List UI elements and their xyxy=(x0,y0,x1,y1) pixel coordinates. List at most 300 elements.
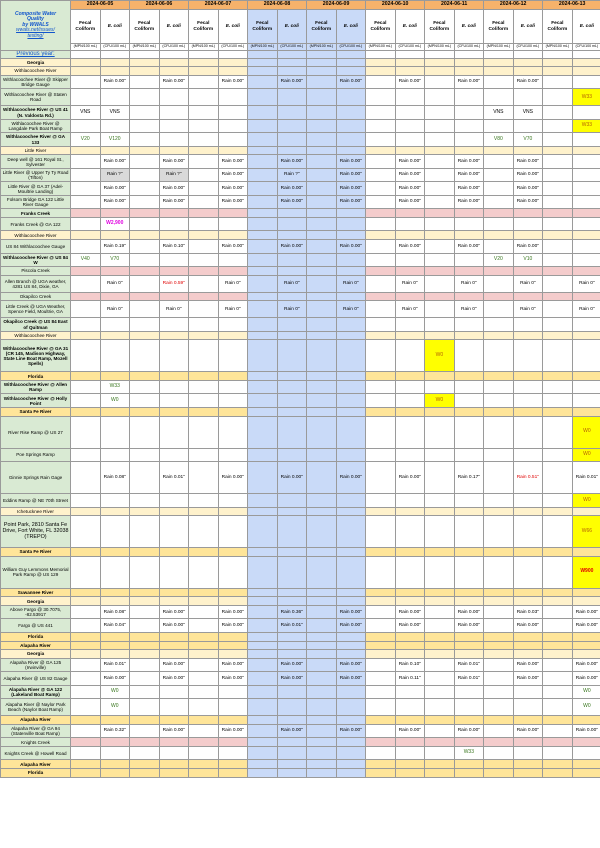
empty-cell xyxy=(71,331,101,340)
empty-cell xyxy=(277,632,307,641)
rainfall-value: Rain 0" xyxy=(277,301,307,318)
empty-cell xyxy=(543,507,573,516)
empty-cell xyxy=(395,340,425,372)
empty-cell xyxy=(307,685,337,699)
empty-cell xyxy=(513,746,543,760)
rainfall-value: Rain 0.00" xyxy=(336,240,366,254)
empty-cell xyxy=(543,619,573,633)
date-header-row xyxy=(1,1,600,10)
site-name: Alapaha River @ GA 125 (Irwinville) xyxy=(1,658,71,672)
rainfall-value: Rain 0.01" xyxy=(454,658,484,672)
empty-cell xyxy=(572,716,600,725)
empty-cell xyxy=(513,448,543,462)
coliform-label: Coliform xyxy=(311,26,332,32)
empty-cell xyxy=(218,746,248,760)
empty-cell xyxy=(543,58,573,67)
rainfall-value: Rain 0.01" xyxy=(454,672,484,686)
river-band-row xyxy=(1,67,600,76)
empty-cell xyxy=(572,632,600,641)
empty-cell xyxy=(71,658,101,672)
empty-cell xyxy=(336,597,366,606)
rainfall-value: Rain 0.00" xyxy=(336,168,366,182)
empty-cell xyxy=(425,462,455,494)
empty-cell xyxy=(543,516,573,548)
rainfall-value: Rain 0.00" xyxy=(218,672,248,686)
empty-cell xyxy=(425,217,455,231)
empty-cell xyxy=(248,89,278,106)
empty-cell xyxy=(572,548,600,557)
empty-cell xyxy=(454,380,484,394)
empty-cell xyxy=(307,738,337,747)
empty-cell xyxy=(454,516,484,548)
empty-cell xyxy=(189,133,219,147)
empty-cell xyxy=(454,292,484,301)
section-label: Santa Fe River xyxy=(1,407,71,416)
empty-cell xyxy=(454,231,484,240)
empty-cell xyxy=(218,738,248,747)
empty-cell xyxy=(484,231,514,240)
section-label: Alapaha River xyxy=(1,716,71,725)
empty-cell xyxy=(71,119,101,133)
empty-cell xyxy=(130,318,160,332)
empty-cell xyxy=(572,133,600,147)
empty-cell xyxy=(366,182,396,196)
fecal-coliform-header xyxy=(189,10,219,44)
empty-cell xyxy=(130,746,160,760)
empty-cell xyxy=(307,619,337,633)
empty-cell xyxy=(572,75,600,89)
empty-cell xyxy=(454,738,484,747)
site-row xyxy=(1,75,600,89)
e-coli-header: E. coli xyxy=(395,10,425,44)
rainfall-value: Rain 0.00" xyxy=(336,605,366,619)
sample-value: V120 xyxy=(100,133,130,147)
rainfall-value: Rain 0" xyxy=(395,301,425,318)
empty-cell xyxy=(307,462,337,494)
empty-cell xyxy=(484,240,514,254)
section-label: Florida xyxy=(1,632,71,641)
empty-cell xyxy=(484,119,514,133)
rainfall-value: Rain 0.00" xyxy=(395,168,425,182)
rainfall-value: Rain 0" xyxy=(513,275,543,292)
empty-cell xyxy=(572,650,600,659)
empty-cell xyxy=(100,372,130,381)
empty-cell xyxy=(248,217,278,231)
empty-cell xyxy=(307,380,337,394)
empty-cell xyxy=(277,209,307,218)
empty-cell xyxy=(248,301,278,318)
rainfall-value: Rain 0.00" xyxy=(572,605,600,619)
empty-cell xyxy=(484,724,514,738)
empty-cell xyxy=(159,380,189,394)
empty-cell xyxy=(336,146,366,155)
empty-cell xyxy=(130,516,160,548)
empty-cell xyxy=(572,51,600,59)
coliform-label: Coliform xyxy=(488,26,509,32)
rainfall-value: Rain 0.00" xyxy=(159,658,189,672)
empty-cell xyxy=(366,462,396,494)
empty-cell xyxy=(572,155,600,169)
empty-cell xyxy=(395,588,425,597)
empty-cell xyxy=(366,746,396,760)
empty-cell xyxy=(513,768,543,777)
fecal-label: Fecal xyxy=(551,21,564,27)
empty-cell xyxy=(159,548,189,557)
empty-cell xyxy=(484,209,514,218)
site-name: William Guy Lemmons Memorial Park Ramp @ US 129 xyxy=(1,556,71,588)
empty-cell xyxy=(484,267,514,276)
empty-cell xyxy=(425,267,455,276)
e-coli-header: E. coli xyxy=(100,10,130,44)
empty-cell xyxy=(218,318,248,332)
empty-cell xyxy=(454,588,484,597)
empty-cell xyxy=(130,75,160,89)
river-band-row xyxy=(1,231,600,240)
empty-cell xyxy=(484,182,514,196)
empty-cell xyxy=(71,619,101,633)
river-label: Withlacoochee River xyxy=(1,67,71,76)
section-row xyxy=(1,292,600,301)
empty-cell xyxy=(189,168,219,182)
empty-cell xyxy=(395,716,425,725)
empty-cell xyxy=(159,340,189,372)
empty-cell xyxy=(336,548,366,557)
empty-cell xyxy=(159,641,189,650)
site-name: Point Park, 2810 Santa Fe Drive, Fort White, FL 32038 (TREPO) xyxy=(1,516,71,548)
empty-cell xyxy=(395,416,425,448)
rainfall-value: Rain 0.00" xyxy=(159,619,189,633)
empty-cell xyxy=(100,632,130,641)
empty-cell xyxy=(395,209,425,218)
site-row xyxy=(1,168,600,182)
empty-cell xyxy=(572,380,600,394)
empty-cell xyxy=(248,394,278,408)
section-row xyxy=(1,267,600,276)
empty-cell xyxy=(130,619,160,633)
empty-cell xyxy=(484,195,514,209)
section-row xyxy=(1,372,600,381)
empty-cell xyxy=(366,58,396,67)
site-row xyxy=(1,619,600,633)
empty-cell xyxy=(189,67,219,76)
empty-cell xyxy=(366,619,396,633)
empty-cell xyxy=(543,462,573,494)
sample-value: VNS xyxy=(484,106,514,120)
empty-cell xyxy=(189,746,219,760)
empty-cell xyxy=(484,699,514,716)
empty-cell xyxy=(248,650,278,659)
empty-cell xyxy=(248,231,278,240)
empty-cell xyxy=(218,119,248,133)
rainfall-value: Rain 0.00" xyxy=(572,672,600,686)
empty-cell xyxy=(218,292,248,301)
empty-cell xyxy=(248,372,278,381)
empty-cell xyxy=(572,318,600,332)
empty-cell xyxy=(130,340,160,372)
empty-cell xyxy=(425,275,455,292)
empty-cell xyxy=(395,267,425,276)
rainfall-value: Rain 0.00" xyxy=(218,658,248,672)
empty-cell xyxy=(513,394,543,408)
empty-cell xyxy=(425,119,455,133)
empty-cell xyxy=(454,394,484,408)
empty-cell xyxy=(336,507,366,516)
empty-cell xyxy=(425,168,455,182)
rainfall-value: Rain 0.00" xyxy=(159,672,189,686)
empty-cell xyxy=(454,494,484,508)
empty-cell xyxy=(277,556,307,588)
empty-cell xyxy=(71,632,101,641)
testing-link[interactable]: wwals.net/issues/ testing/ xyxy=(16,27,55,39)
fecal-unit: (MPN/100 mL) xyxy=(71,44,101,51)
empty-cell xyxy=(543,301,573,318)
empty-cell xyxy=(100,494,130,508)
empty-cell xyxy=(159,394,189,408)
empty-cell xyxy=(543,716,573,725)
rainfall-value: Rain 0.00" xyxy=(159,155,189,169)
empty-cell xyxy=(366,89,396,106)
rainfall-value: Rain 0.11" xyxy=(395,672,425,686)
empty-cell xyxy=(513,372,543,381)
empty-cell xyxy=(100,597,130,606)
empty-cell xyxy=(218,448,248,462)
section-label: Florida xyxy=(1,768,71,777)
empty-cell xyxy=(248,658,278,672)
empty-cell xyxy=(277,548,307,557)
empty-cell xyxy=(543,685,573,699)
site-name: Withlacoochee River @ Holly Point xyxy=(1,394,71,408)
empty-cell xyxy=(71,75,101,89)
empty-cell xyxy=(277,650,307,659)
empty-cell xyxy=(189,494,219,508)
rainfall-value: Rain 0.00" xyxy=(395,462,425,494)
rainfall-value: Rain 0.00" xyxy=(513,182,543,196)
empty-cell xyxy=(307,746,337,760)
empty-cell xyxy=(425,605,455,619)
empty-cell xyxy=(130,650,160,659)
empty-cell xyxy=(130,380,160,394)
empty-cell xyxy=(513,380,543,394)
rainfall-value: Rain 0.04" xyxy=(100,619,130,633)
empty-cell xyxy=(159,89,189,106)
empty-cell xyxy=(307,760,337,769)
empty-cell xyxy=(366,597,396,606)
sample-value: W0 xyxy=(100,685,130,699)
rainfall-value: Rain 0.00" xyxy=(513,619,543,633)
site-name: Above Fargo @ 30.7075, -82.53917 xyxy=(1,605,71,619)
empty-cell xyxy=(395,380,425,394)
empty-cell xyxy=(454,685,484,699)
empty-cell xyxy=(425,58,455,67)
empty-cell xyxy=(572,267,600,276)
site-row xyxy=(1,155,600,169)
empty-cell xyxy=(100,448,130,462)
empty-cell xyxy=(71,67,101,76)
empty-cell xyxy=(484,318,514,332)
rainfall-value: Rain 0.00" xyxy=(395,182,425,196)
empty-cell xyxy=(71,672,101,686)
sample-value: W2,900 xyxy=(100,217,130,231)
empty-cell xyxy=(248,67,278,76)
empty-cell xyxy=(425,556,455,588)
empty-cell xyxy=(484,340,514,372)
empty-cell xyxy=(572,597,600,606)
rainfall-value: Rain 0.00" xyxy=(277,155,307,169)
empty-cell xyxy=(425,89,455,106)
rainfall-value: Rain 0.32" xyxy=(100,724,130,738)
previous-year-link[interactable]: Previous year: xyxy=(1,51,71,59)
empty-cell xyxy=(513,632,543,641)
empty-cell xyxy=(277,146,307,155)
empty-cell xyxy=(307,331,337,340)
sample-value: VNS xyxy=(71,106,101,120)
empty-cell xyxy=(100,318,130,332)
empty-cell xyxy=(366,318,396,332)
date-header: 2024-06-11 xyxy=(425,1,484,10)
empty-cell xyxy=(366,380,396,394)
empty-cell xyxy=(336,133,366,147)
empty-cell xyxy=(336,394,366,408)
section-label: Franks Creek xyxy=(1,209,71,218)
site-name: Little River @ Upper Ty Ty Road (Tifton) xyxy=(1,168,71,182)
empty-cell xyxy=(484,672,514,686)
empty-cell xyxy=(100,548,130,557)
empty-cell xyxy=(248,672,278,686)
section-row xyxy=(1,632,600,641)
coliform-label: Coliform xyxy=(134,26,155,32)
river-band-row xyxy=(1,331,600,340)
site-row xyxy=(1,605,600,619)
empty-cell xyxy=(395,597,425,606)
empty-cell xyxy=(425,51,455,59)
empty-cell xyxy=(425,195,455,209)
empty-cell xyxy=(395,146,425,155)
empty-cell xyxy=(513,507,543,516)
empty-cell xyxy=(159,760,189,769)
site-row xyxy=(1,195,600,209)
empty-cell xyxy=(513,760,543,769)
previous-year-row xyxy=(1,51,600,59)
empty-cell xyxy=(71,195,101,209)
empty-cell xyxy=(100,209,130,218)
empty-cell xyxy=(454,507,484,516)
empty-cell xyxy=(366,209,396,218)
empty-cell xyxy=(543,597,573,606)
empty-cell xyxy=(130,195,160,209)
empty-cell xyxy=(513,331,543,340)
empty-cell xyxy=(248,724,278,738)
empty-cell xyxy=(248,716,278,725)
site-row xyxy=(1,275,600,292)
empty-cell xyxy=(484,301,514,318)
empty-cell xyxy=(543,605,573,619)
empty-cell xyxy=(454,372,484,381)
empty-cell xyxy=(277,380,307,394)
empty-cell xyxy=(543,89,573,106)
empty-cell xyxy=(336,407,366,416)
empty-cell xyxy=(513,685,543,699)
empty-cell xyxy=(484,58,514,67)
empty-cell xyxy=(277,340,307,372)
empty-cell xyxy=(159,133,189,147)
section-label: Florida xyxy=(1,372,71,381)
empty-cell xyxy=(484,641,514,650)
empty-cell xyxy=(366,507,396,516)
sample-value: W33 xyxy=(572,89,600,106)
empty-cell xyxy=(336,253,366,267)
empty-cell xyxy=(513,58,543,67)
sample-value: V70 xyxy=(100,253,130,267)
empty-cell xyxy=(543,267,573,276)
empty-cell xyxy=(71,155,101,169)
rainfall-value: Rain 0.00" xyxy=(395,724,425,738)
empty-cell xyxy=(336,58,366,67)
site-name: Withlacoochee River @ Skipper Bridge Gauge xyxy=(1,75,71,89)
empty-cell xyxy=(336,89,366,106)
empty-cell xyxy=(71,267,101,276)
section-label: Alapaha River xyxy=(1,641,71,650)
section-row xyxy=(1,641,600,650)
rainfall-value: Rain 0.00" xyxy=(277,195,307,209)
empty-cell xyxy=(277,738,307,747)
rainfall-value: Rain 0.17" xyxy=(454,462,484,494)
empty-cell xyxy=(218,641,248,650)
rainfall-value: Rain 0.01" xyxy=(277,619,307,633)
empty-cell xyxy=(159,267,189,276)
empty-cell xyxy=(71,760,101,769)
empty-cell xyxy=(159,217,189,231)
empty-cell xyxy=(543,650,573,659)
rainfall-value: Rain 0.00" xyxy=(513,240,543,254)
empty-cell xyxy=(100,292,130,301)
empty-cell xyxy=(572,394,600,408)
e-coli-header: E. coli xyxy=(336,10,366,44)
empty-cell xyxy=(336,448,366,462)
empty-cell xyxy=(159,494,189,508)
empty-cell xyxy=(159,716,189,725)
rainfall-value: Rain 0.00" xyxy=(336,75,366,89)
empty-cell xyxy=(425,760,455,769)
empty-cell xyxy=(425,716,455,725)
empty-cell xyxy=(248,331,278,340)
empty-cell xyxy=(218,597,248,606)
empty-cell xyxy=(159,556,189,588)
empty-cell xyxy=(100,588,130,597)
empty-cell xyxy=(395,641,425,650)
empty-cell xyxy=(189,340,219,372)
empty-cell xyxy=(366,301,396,318)
empty-cell xyxy=(366,641,396,650)
empty-cell xyxy=(248,462,278,494)
empty-cell xyxy=(307,597,337,606)
empty-cell xyxy=(71,301,101,318)
empty-cell xyxy=(277,267,307,276)
rainfall-value: Rain ?" xyxy=(100,168,130,182)
empty-cell xyxy=(513,416,543,448)
empty-cell xyxy=(425,301,455,318)
empty-cell xyxy=(159,209,189,218)
empty-cell xyxy=(484,448,514,462)
date-header: 2024-06-08 xyxy=(248,1,307,10)
rainfall-value: Rain 0.00" xyxy=(395,605,425,619)
e-coli-unit: (CFU/100 mL) xyxy=(159,44,189,51)
fecal-unit: (MPN/100 mL) xyxy=(248,44,278,51)
empty-cell xyxy=(189,685,219,699)
e-coli-unit: (CFU/100 mL) xyxy=(513,44,543,51)
empty-cell xyxy=(572,231,600,240)
site-row xyxy=(1,318,600,332)
rainfall-value: Rain 0.00" xyxy=(395,240,425,254)
